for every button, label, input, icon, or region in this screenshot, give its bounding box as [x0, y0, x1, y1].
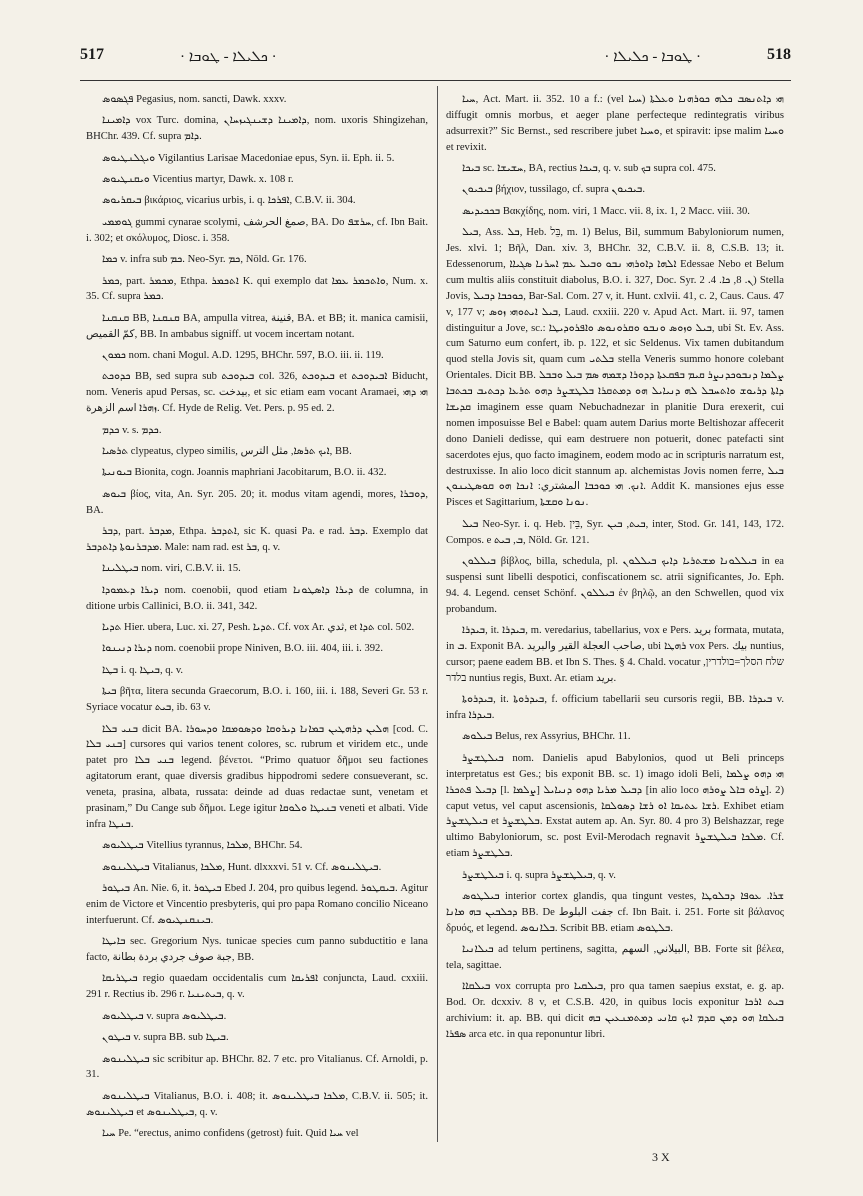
left-column-title: · ܟܠܝܠܐ - ܛܘܒܐ ·	[180, 49, 277, 65]
dictionary-entry: ܒܐܝܛܐ sec. Gregorium Nys. tunicae species cum panno subductitio e lana facto, جبة صوف جردي بردة بطانة, BB.	[86, 936, 428, 964]
dictionary-entry: ܚܝܐ Pe. “erectus, animo confidens (getrost) fuit. Quid ܚܝܐ vel	[102, 1128, 359, 1140]
dictionary-entry: ܕܝܪܐ ܕܢܝܢܘܐ nom. coenobii prope Niniven, B.O. iii. 404, iii. i. 392.	[102, 643, 383, 655]
dictionary-entry: ܒܝܕܪܐ, it. ܒܝܕܪܐ, m. veredarius, tabellarius, vox e Pers. بريد formata, mutata, in ܒ. Exponit BA. صاحب العجلة القير والبريد, ubi ܪܗܛܐ vox Pers. بيك nuntius, cursor; paene eadem BB. et Ibn S. Thes. § 4. Chald. vocatur שלח הסלך=בולדרין, בלדר nuntius regis, Buxt. Ar. etiam بريد.	[446, 625, 784, 684]
dictionary-entry: ܒܝܛܠܝܢܐ nom. viri, C.B.V. ii. 15.	[102, 563, 241, 575]
dictionary-entry: ܒܝܟܝܘܢ βήχιον, tussilago, cf. supra ܒܝܟܝܘܢ.	[462, 184, 645, 196]
dictionary-entry: ܒܝܠܩܐܐ vox corrupta pro ܒܝܠܩܝܐ, pro qua tamen saepius exstat, e. g. ap. Bod. Or. dcxxiv. 8 v, et C.S.B. 420, in quibus locis exponitur ܒܝܬ ܐܪܟܐ archivium: it. ap. BB. qui dicit ܒܝܠܩܐ ܗܘ ܕܡܢ ܩܕܡ ܐܝܟ ܩܐܢܝ ܕܡܬܡܢܥܝܢ ܒܗ ܣܦܪܐ arca etc. in qua reponuntur libri.	[446, 981, 784, 1041]
dictionary-entry: ܟܡܪ, part. ܡܟܡܪ, Ethpa. ܐܬܟܡܪ K. qui exemplo dat ܘܐܬܟܡܪ ܥܡܐ, Num. x. 35. Cf. supra ܟܡܪ.	[86, 275, 428, 303]
dictionary-entry: ܒܝܛܠܝܢܘܣ Vitalianus, B.O. i. 408; it. ܡܠܟܐ ܒܝܛܠܝܢܘܣ, C.B.V. ii. 505; it. ܒܝܛܠܝܢܘܣ et ܒܝܛܠܝܢܘܣ, q. v.	[86, 1090, 428, 1118]
dictionary-entry: ܒܝܛܪܝܩܐ regio quaedam occidentalis cum ܐܦܪܝܩܐ conjuncta, Laud. cxxiii. 291 r. Rectius ib. 296 r. ܒܝܬܝܢܝܐ, q. v.	[86, 973, 428, 1001]
dictionary-entry: ܒܛܐ i. q. ܒܝܛܐ, q. v.	[102, 664, 184, 676]
dictionary-entry: ܒܝܟܐ sc. ܚܫܝܫܐ, BA, rectius ܒܝܟܐ, q. v. sub ܒܟ supra col. 475.	[462, 163, 716, 175]
right-page-number: 518	[767, 46, 791, 63]
dictionary-entry: ܬܕܝܐ Hier. ubera, Luc. xi. 27, Pesh. ܬܕܝܐ. Cf. vox Ar. ثدي, et ܬܕܐ col. 502.	[102, 622, 415, 634]
running-header	[80, 46, 791, 76]
dictionary-entry: ܓܘܡܡܝ gummi cynarae scolymi, صمغ الحرشف, BA. Do ܚܪܫܦ, cf. Ibn Bait. i. 302; et σκόλυμος, Diosc. i. 358.	[86, 216, 428, 244]
dictionary-entry: ܚܝܐ, Act. Mart. ii. 352. 10 a f.: (vel ܚܝܐ) ܗܝ ܕܐܬܢܣܒ ܟܠܗ ܟܘܪܗܢܐ ܘܥܠܬܐ diffugit omnis morbus, et aeger plane perfecteque redintegratis viribus adsurrexit?” Sic Bernst., sed rescribere jubet ܘܚܝܐ, et spiravit: ipse malim ܘܚܝܐ et revixit.	[446, 94, 784, 153]
dictionary-entry: ܒܝܘܢܝܬܐ Bionita, cogn. Joannis maphriani Jacobitarum, B.O. ii. 432.	[102, 467, 387, 479]
dictionary-entry: ܒܝܩܪܝܘܣ βικάριος, vicarius urbis, i. q. ܐܦܪܟܐ, C.B.V. ii. 304.	[102, 195, 356, 207]
dictionary-entry: ܒܝܛܘܢ v. supra BB. sub ܒܝܛܐ.	[102, 1032, 229, 1044]
dictionary-entry: ܒܝܘܣ βίος, vita, An. Syr. 205. 20; it. modus vitam agendi, mores, ܕܘܒܪܐ, BA.	[86, 488, 428, 516]
dictionary-entry: ܒܝܠ Neo-Syr. i. q. Heb. בֵּין, Syr. ܒܝܬ, ܒܝܢ, inter, Stod. Gr. 141, 143, 172. Compos. e ܒ, ܒܝܬ, Nöld. Gr. 121.	[446, 518, 784, 546]
column-divider	[437, 86, 438, 1142]
dictionary-entry: ܕܒܪ, part. ܡܕܒܪ, Ethpa. ܐܬܕܒܪ, sic K. quasi Pa. e rad. ܕܒܪ. Exemplo dat ܡܕܒܪܢܘܬܐ ܕܐܬܕܒܪ. Male: nam rad. est ܒܪ, q. v.	[86, 526, 428, 553]
dictionary-entry: ܒܝܠܠܘܢ βίβλος, billa, schedula, pl. ܒܝܠܠܘܢܐ ܡܫܬܪܝܐ ܕܐܝܟ ܒܝܠܠܘܢ in ea suspensi sunt libelli despotici, confiscationem sc. atrii significantes, Jo. Eph. 94. 4. Legend. censet Schönf. ܒܝܠܠܘܢ ἐν βηλῷ, an den Schwellen, quod vix probandum.	[446, 556, 784, 615]
dictionary-entry: ܘܝܩܢܛܝܘܣ Vicentius martyr, Dawk. x. 108 r.	[102, 174, 294, 186]
dictionary-entry: ܦܓܣܘܣ Pegasius, nom. sancti, Dawk. xxxv.	[102, 94, 287, 105]
dictionary-entry: ܟܡܘܢ nom. chani Mogul. A.D. 1295, BHChr. 597, B.O. iii. ii. 119.	[102, 350, 384, 362]
dictionary-entry: ܕܐܡܝܢܐ vox Turc. domina, ܕܐܡܝܢܐ ܕܫܝܢܓܝܙܚܐܢ, nom. uxoris Shingizehan, BHChr. 439. Cf. supra ܕܐܡ.	[86, 115, 428, 143]
left-column	[86, 92, 428, 1142]
dictionary-entry: ܒܝܠܛܫܨܪ i. q. supra ܒܝܠܛܫܨܪ, q. v.	[462, 869, 616, 881]
dictionary-entry: ܒܝܠܛܘܣ interior cortex glandis, qua tingunt vestes, ܫܪܐ. ܥܘܦܐ ܕܒܠܘܛܐ ܕܟܠܒܝܢ ܒܗ ܡܐܢܐ BB. De جفت البلوط cf. Ibn Bait. i. 251. Forte sit βάλανος δρυός, et legend. ܒܠܐܢܘܣ. Scribit BB. etiam ܒܠܛܘܣ.	[446, 890, 784, 934]
dictionary-entry: ܘܝܓܠܢܛܝܘܣ Vigilantius Larisae Macedoniae epus, Syn. ii. Eph. ii. 5.	[102, 152, 395, 164]
right-column	[446, 92, 784, 1142]
signature-mark: 3 X	[652, 1150, 670, 1164]
dictionary-entry: ܒܝܠܐܢܝܐ ad telum pertinens, sagitta, البيلاني, السهم, BB. Forte sit βέλεα, tela, sagittae.	[446, 944, 784, 972]
dictionary-entry: ܟܡܐ v. infra sub ܟܡ. Neo-Syr. ܟܡ, Nöld. Gr. 176.	[102, 254, 307, 266]
dictionary-entry: ܩܢܩܢܐ BB, ܩܢܩܢܐ BA, ampulla vitrea, قنينة, BA. et BB; it. manica camisii, كمّ القميص, BB. In ambabus signiff. ut vocem incertam notant.	[86, 312, 428, 340]
dictionary-entry: ܒܝܛܠܝܘܣ v. supra ܒܝܛܠܝܘܣ.	[102, 1010, 227, 1022]
dictionary-entry: ܒܝܠ, Ass. ܒܠ, Heb. בֵּל, m. 1) Belus, Bil, summum Babyloniorum numen, Jes. xlvi. 1; Βῆλ, Dan. xiv. 3, BHChr. 32, C.B.V. ii. 8, C.S.B. 13; it. Edessenorum, ܐܠܗܐ ܕܐܘܪܗܝ ܢܒܘ ܘܒܝܠ ܥܡ ܐܚܪܢܐ ܣܓܝܐܐ Edessae Nebo et Belum cum multis aliis constituit diabolus, B.O. i. 327, Doc. Syr. ܢ. 8, ܟܐ. 4. 2) Stella Jovis, ܟܘܟܒܐ ܕܒܝܠ, Bar-Sal. Com. 27 v, it. Hunt. cxlvii. 41, c. 2, Caus. Caus. 47 v, 177 v; ܒܝܠ ܐܝܬܘܗܝ ܙܘܣ, Laud. cxxiii. 220 v. Apud Act. Mart. ii. 97, tamen distinguitur a Jove, sc.: ܒܝܠ ܘܙܘܣ ܘܢܒܘ ܘܩܪܘܢܘܣ ܘܐܦܪܘܕܝܛܐ, ubi St. Ev. Ass. cum Saturno eum confert, ib. p. 122, et sic Seldenus. Vix tamen dubitandum quod stella Jovis sit, quam cum ܒܠܬܝ stella Veneris summo honore colebant Orientales. Dicit BB. ܨܠܡܐ ܕܢܒܘܟܕܢܨܪ ܩܝܡ ܒܦܩܥܬܐ ܕܕܘܪܐ ܕܫܡܗ ܣܡ ܒܝܠ ܘܒܒܠ ܕܐܬܐ ܕܪܝܘܫ ܘܐܬܚܒܠ ܠܗ ܕܢܝܐܝܠ ܗܘ ܕܡܬܩܪܐ ܒܠܛܫܨܪ ܕܗܘ ܬܪܥܐ ܕܟܬܝܒ ܒܟܬܒܐ ܩܕܝܫܐ imaginem esse quam Nebuchadnezar in planitie Dura erexerit, cui nomen imposuisse Bel e Babel: quam autem Darius morte Beltishozar affecerit dono Danieli dedisse, qui eam destruere non potuerit, donec patefacti sint sacerdotes ejus, quo facto imaginem, eodem modo ac in scripturis narratum est, destruxisse. In alio loco dicit stannum ap. alchemistas Jovis nomen ferre, ܒܝܠ ܐܢܟ. ܗܝ ܟܘܟܒܐ المشتري: ܐܢܟܐ ܗܘ ܩܘܣܛܝܢܘܢ. Addit K. mansiones ejus esse Pisces et Sagittarium, ܢܘܢܐ ܘܩܫܬܐ.	[446, 227, 784, 509]
right-column-title: · ܛܘܒܐ - ܟܠܝܠܐ ·	[604, 49, 701, 65]
dictionary-entry: ܒܝܛܠܝܢܘܣ Vitalianus, ܡܠܟܐ, Hunt. dlxxxvi. 51 v. Cf. ܒܝܛܠܝܢܘܣ.	[102, 861, 382, 873]
dictionary-entry: ܒܝܬܐ βῆτα, litera secunda Graecorum, B.O. i. 160, iii. i. 188, Severi Gr. 53 r. Syriace vocatur ܒܝܬ, ib. 63 v.	[86, 686, 428, 714]
dictionary-entry: ܒܢܝ ܒܠܐ dicit BA. ܗܠܝܢ ܕܪܗܛܝܢ ܒܡܐܢܐ ܕܝܪܘܩܐ ܘܕܣܘܡܩܐ ܘܕܚܘܪܐ [cod. C. ܒܢܝ ܒܠܐ] cursores qui varios tenent colores, sc. rubrum et viridem etc., unde patet pro ܒܢܝ ܒܠܐ legend. βένετοι. “Primo quatuor δῆμοι seu factiones agitatorum erant, quae diversis gradibus hippodromi sedere consueverant, sc. veneta, prasina, albata, russata: deinde ad duas redactae sunt, venetam et prasinam,” Du Cange sub δῆμοι. Lege igitur ܒܢܝܛܐ ܘܠܘܩܐ veneti et albati. Vide infra ܒܢܛܐ.	[86, 723, 428, 830]
dictionary-entry: ܟܕܘܟܬ BB, sed supra sub ܒܝܕܘܟܬ col. 326, ܒܝܕܘܟܬ et ܐܒܝܕܘܟܬ Biducht, nom. Veneris apud Persas, sc. بيدخت, et sic etiam eam vocant Aramaei, ܗܝ ܕܗܝ ܙܗܪܐ اسم الزهرة. Cf. Hyde de Relig. Vet. Pers. p. 95 ed. 2.	[86, 371, 428, 415]
dictionary-entry: ܒܝܕܪܘܬܐ, it. ܒܝܕܪܘܬܐ, f. officium tabellarii seu cursoris regii, BB. ܒܝܕܪܐ v. infra ܒܝܕܪܐ.	[446, 694, 784, 722]
dictionary-entry: ܒܝܠܘܣ Belus, rex Assyrius, BHChr. 11.	[462, 731, 631, 743]
dictionary-entry: ܒܝܛܘܪ An. Nie. 6, it. ܒܝܛܘܪ Ebed J. 204, pro quibus legend. ܒܝܩܛܘܪ. Agitur enim de Victore et Vincentio presbyteris, qui pro papa Romano concilio Niceano interfuerunt. Cf. ܒܝܢܩܢܛܝܘܣ.	[86, 883, 428, 926]
dictionary-entry: ܕܝܪܐ ܕܥܡܘܕܐ nom. coenobii, quod etiam ܕܝܪܐ ܕܐܣܛܘܢܐ de columna, in ditione urbis Callinici, B.O. ii. 341, 342.	[86, 584, 428, 612]
left-page-number: 517	[80, 46, 104, 63]
header-rule	[80, 80, 791, 81]
dictionary-entry: ܒܟܟܝܕܝܣ Βακχίδης, nom. viri, 1 Macc. vii. 8, ix. 1, 2 Macc. viii. 30.	[462, 205, 750, 217]
dictionary-entry: ܒܝܠܛܫܨܪ nom. Danielis apud Babylonios, quod ut Beli princeps interpretatus est Ges.; bis exponit BB. sc. 1) imago idoli Beli, ܗܝ ܕܗܘ ܨܠܡܐ ܕܒܝܠ ܦܬܟܪܐ [l. ܨܠܡܐ] ܕܒܝܠ ܡܪܝܐ ܕܗܘ ܕܢܝܐܝܠ [in alio loco ܨܪܘ ܒܐܠ ܨܘܪܗ]. 2) caput vetus, vel caput ascensionis, ܪܫܐ ܥܬܝܩܐ ܐܘ ܪܫܐ ܕܣܘܠܩܐ. Exhibet etiam ܒܝܠܛܫܨܪ et ܒܠܛܫܨܪ. Exstat autem ap. An. Syr. 80. 4 pro 3) Belshazzar, rege ultimo Babyloniorum, sc. post Evil-Merodach regnavit ܡܠܟܐ ܒܝܠܛܫܨܪ. Cf. etiam ܒܠܛܫܨܪ.	[446, 752, 784, 860]
dictionary-entry: ܬܪܣܝܐ clypeatus, clypeo similis, ܐܝܟ ܬܪܣܐ, مثل الترس, BB.	[102, 446, 352, 458]
dictionary-entry: ܟܕܡ v. s. ܟܕܡ.	[102, 424, 162, 436]
dictionary-entry: ܒܝܛܠܝܘܣ Vitellius tyrannus, ܡܠܟܐ, BHChr. 54.	[102, 840, 303, 852]
dictionary-entry: ܒܝܛܠܝܢܘܣ sic scribitur ap. BHChr. 82. 7 etc. pro Vitalianus. Cf. Arnoldi, p. 31.	[86, 1053, 428, 1081]
